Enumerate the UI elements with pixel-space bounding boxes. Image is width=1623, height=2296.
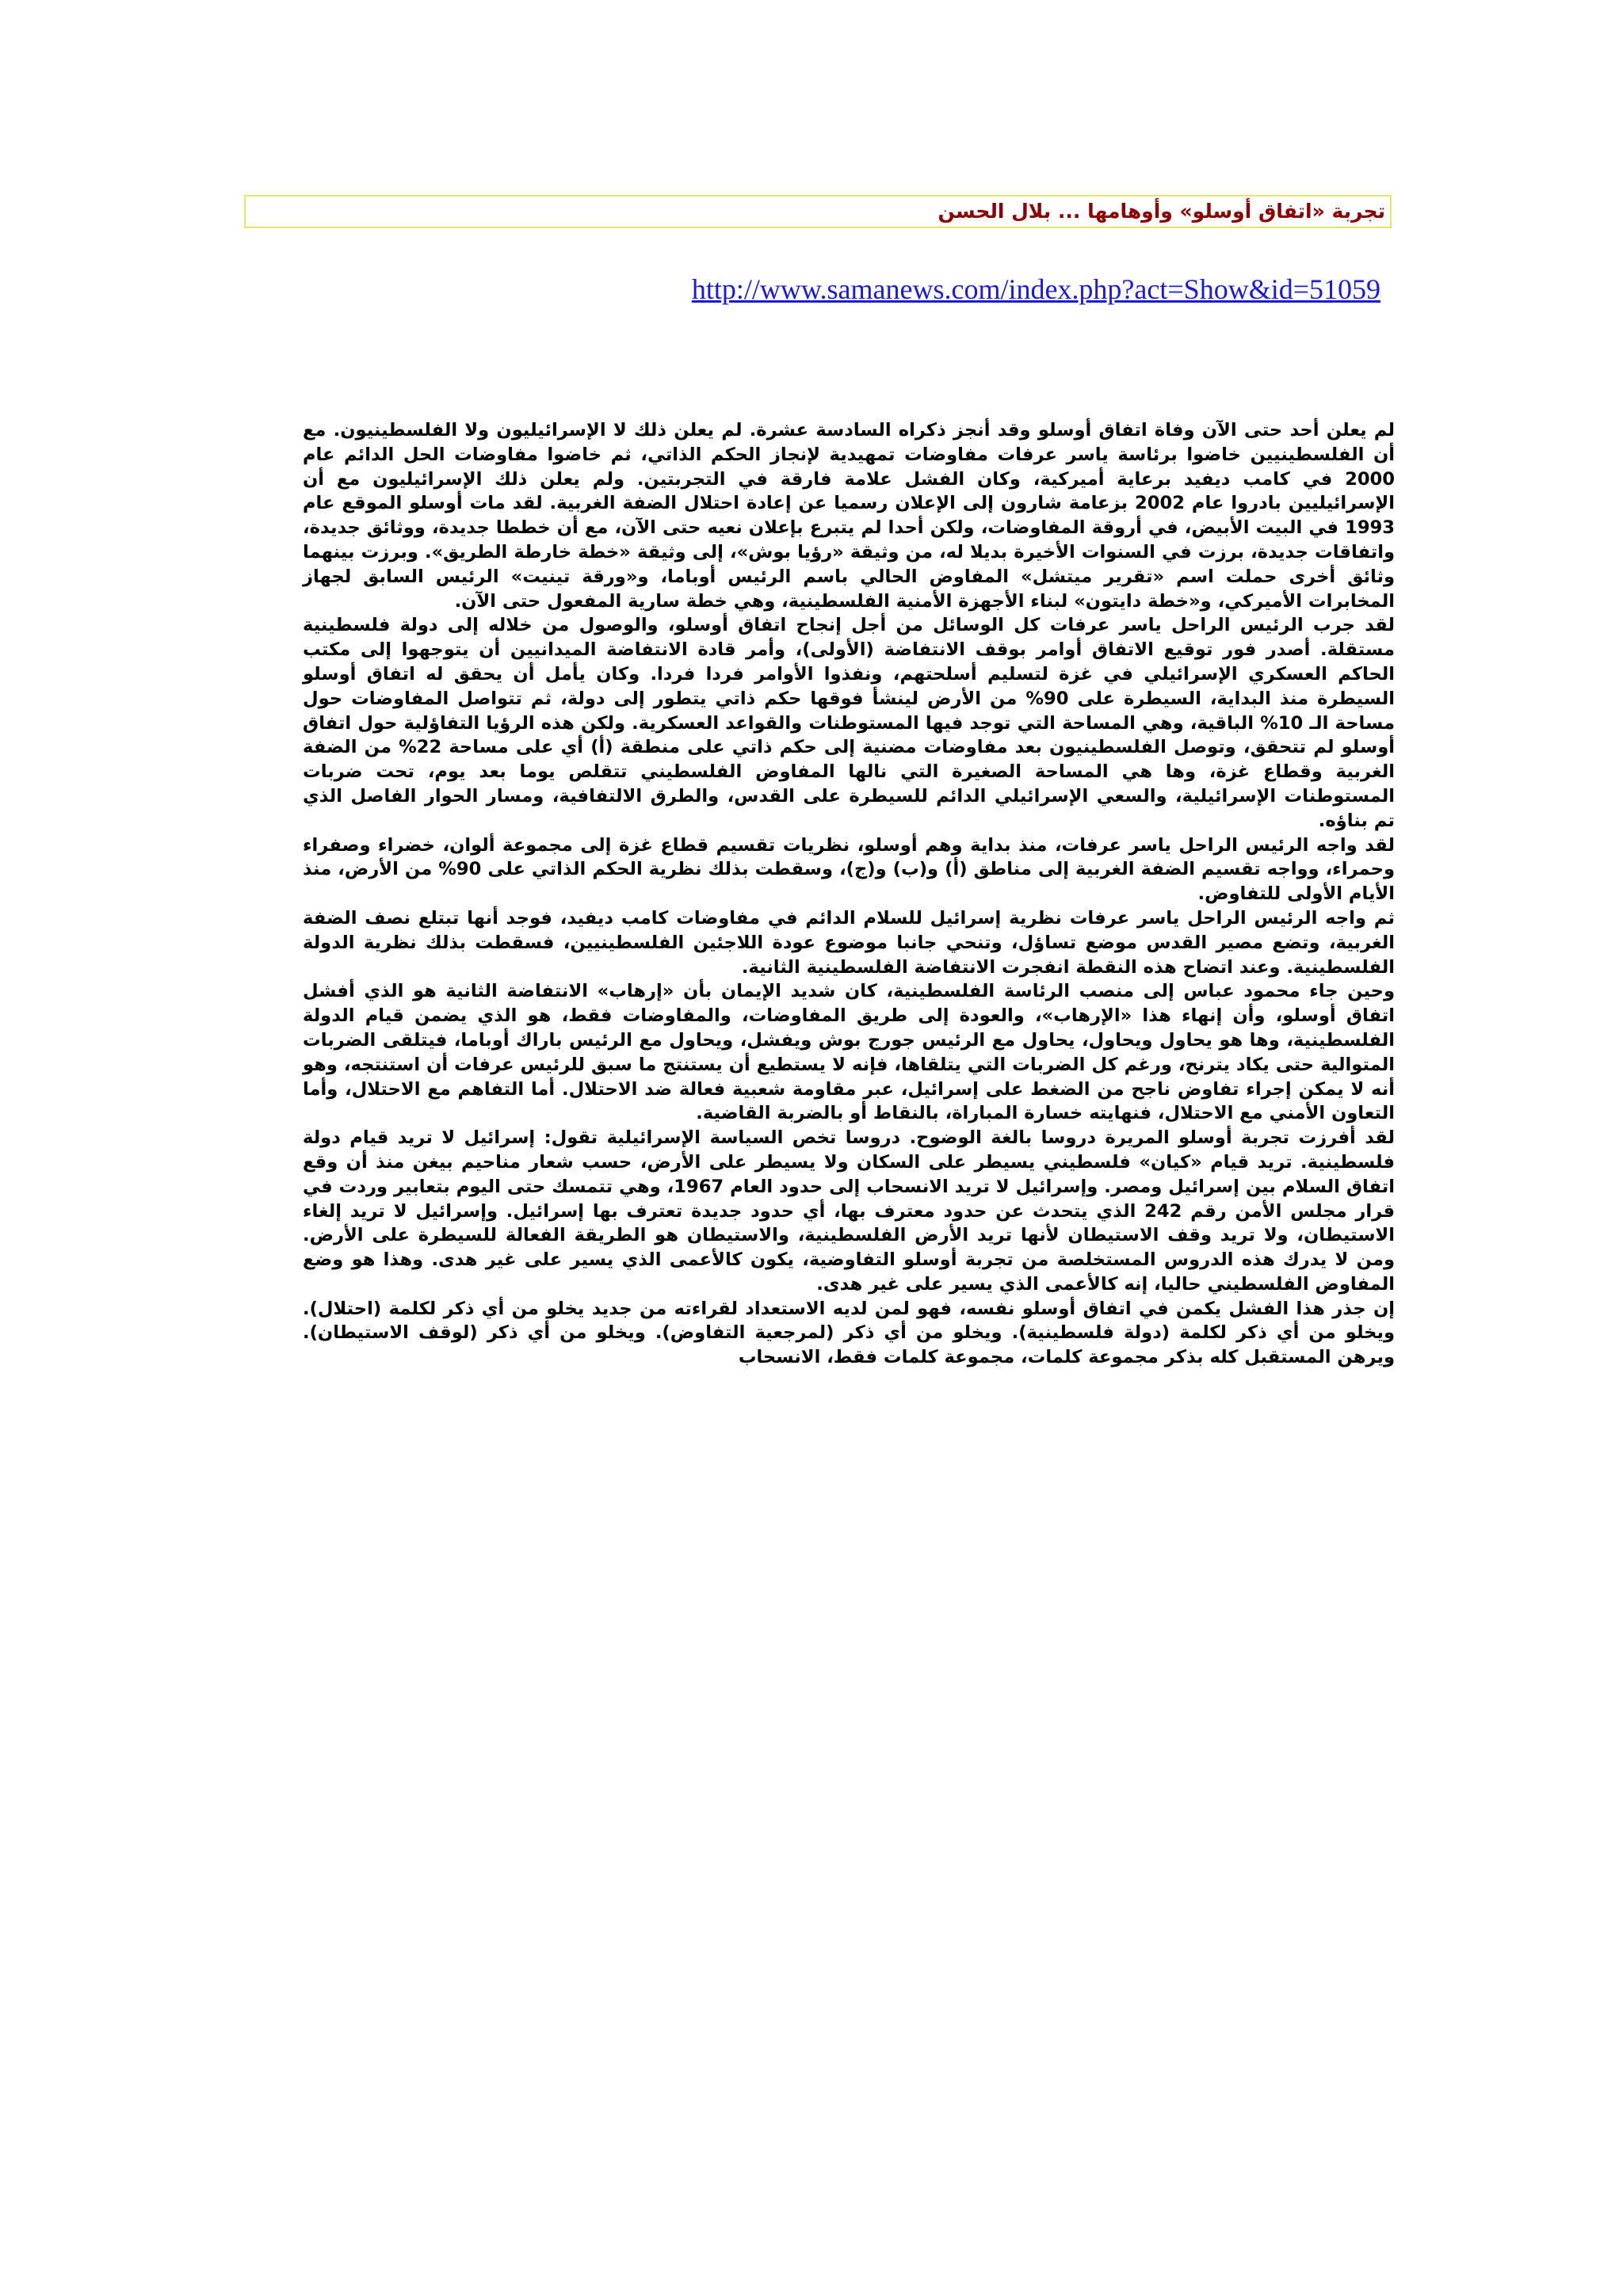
body-paragraph: وحين جاء محمود عباس إلى منصب الرئاسة الفلسطينية، كان شديد الإيمان بأن «إرهاب» الانتفاضة الثانية هو الذي أفشل اتفاق أوسلو، وأن إنهاء هذا «الإرهاب»، والعودة إلى طريق المفاوضات، والمفاوضات فقط، هو الذي يضمن قيام الدولة الفلسطينية، وها هو يحاول ويحاول، يحاول مع الرئيس جورج بوش ويفشل، ويحاول مع الرئيس باراك أوباما، فيتلقى الضربات المتوالية حتى يكاد يترنح، ورغم كل الضربات التي يتلقاها، فإنه لا يستطيع أن يستنتج ما سبق للرئيس عرفات أن استنتجه، وهو أنه لا يمكن إجراء تفاوض ناجح من الضغط على إسرائيل، عبر مقاومة شعبية فعالة ضد الاحتلال. أما التفاهم مع الاحتلال، وأما التعاون الأمني مع الاحتلال، فنهايته خسارة المباراة، بالنقاط أو بالضربة القاضية. xyxy=(303,981,1395,1124)
body-paragraph: إن جذر هذا الفشل يكمن في اتفاق أوسلو نفسه، فهو لمن لديه الاستعداد لقراءته من جديد يخلو من أي ذكر لكلمة (احتلال). ويخلو من أي ذكر لكلمة (دولة فلسطينية). ويخلو من أي ذكر (لمرجعية التفاوض). ويخلو من أي ذكر (لوقف الاستيطان). ويرهن المستقبل كله بذكر مجموعة كلمات، مجموعة كلمات فقط، الانسحاب xyxy=(303,1298,1395,1368)
body-paragraph: لقد أفرزت تجربة أوسلو المريرة دروسا بالغة الوضوح. دروسا تخص السياسة الإسرائيلية تقول: إسرائيل لا تريد قيام دولة فلسطينية. تريد قيام «كيان» فلسطيني يسيطر على السكان ولا يسيطر على الأرض، حسب شعار مناحيم بيغن منذ أن وقع اتفاق السلام بين إسرائيل ومصر. وإسرائيل لا تريد الانسحاب إلى حدود العام 1967، وهي تتمسك حتى اليوم بتعابير وردت في قرار مجلس الأمن رقم 242 الذي يتحدث عن حدود معترف بها، أي حدود جديدة تعترف بها إسرائيل. وإسرائيل لا تريد إلغاء الاستيطان، ولا تريد وقف الاستيطان لأنها تريد الأرض الفلسطينية، والاستيطان هو الطريقة الفعالة للسيطرة على الأرض. ومن لا يدرك هذه الدروس المستخلصة من تجربة أوسلو التفاوضية، يكون كالأعمى الذي يسير على غير هدى. وهذا هو وضع المفاوض الفلسطيني حاليا، إنه كالأعمى الذي يسير على غير هدى. xyxy=(303,1127,1396,1295)
body-paragraph: لقد واجه الرئيس الراحل ياسر عرفات، منذ بداية وهم أوسلو، نظريات تقسيم قطاع غزة إلى مجموعة ألوان، خضراء وصفراء وحمراء، وواجه تقسيم الضفة الغربية إلى مناطق (أ) و(ب) و(ج)، وسقطت بذلك نظرية الحكم الذاتي على 90% من الأرض، منذ الأيام الأولى للتفاوض. xyxy=(303,834,1395,905)
body-paragraph: لم يعلن أحد حتى الآن وفاة اتفاق أوسلو وقد أنجز ذكراه السادسة عشرة. لم يعلن ذلك لا الإسرائيليون ولا الفلسطينيون. مع أن الفلسطينيين خاضوا برئاسة ياسر عرفات مفاوضات تمهيدية لإنجاز الحكم الذاتي، ثم خاضوا مفاوضات الحل الدائم عام 2000 في كامب ديفيد برعاية أميركية، وكان الفشل علامة فارقة في التجربتين. ولم يعلن ذلك الإسرائيليون مع أن الإسرائيليين بادروا عام 2002 بزعامة شارون إلى الإعلان رسميا عن إعادة احتلال الضفة الغربية. لقد مات أوسلو الموقع عام 1993 في البيت الأبيض، في أروقة المفاوضات، ولكن أحدا لم يتبرع بإعلان نعيه حتى الآن، مع أن خططا جديدة، ووثائق جديدة، واتفاقات جديدة، برزت في السنوات الأخيرة بديلا له، من وثيقة «رؤيا بوش»، إلى وثيقة «خطة خارطة الطريق». وبرزت بينهما وثائق أخرى حملت اسم «تقرير ميتشل» المفاوض الحالي باسم الرئيس أوباما، و«ورقة تينيت» الرئيس السابق لجهاز المخابرات الأميركي، و«خطة دايتون» لبناء الأجهزة الأمنية الفلسطينية، وهي خطة سارية المفعول حتى الآن. xyxy=(303,420,1396,612)
article-title: تجربة «اتفاق أوسلو» وأوهامها ... بلال الحسن xyxy=(938,200,1385,223)
article-body xyxy=(303,418,1395,1370)
body-paragraph: لقد جرب الرئيس الراحل ياسر عرفات كل الوسائل من أجل إنجاح اتفاق أوسلو، والوصول من خلاله إلى دولة فلسطينية مستقلة. أصدر فور توقيع الاتفاق أوامر بوقف الانتفاضة (الأولى)، وأمر قادة الانتفاضة الميدانيين أن يتوجهوا إلى مكتب الحاكم العسكري الإسرائيلي في غزة لتسليم أسلحتهم، ونفذوا الأوامر فردا فردا. وكان يأمل أن يحقق له اتفاق أوسلو السيطرة منذ البداية، السيطرة على 90% من الأرض لينشأ فوقها حكم ذاتي يتطور إلى دولة، ثم تتواصل المفاوضات حول مساحة الـ 10% الباقية، وهي المساحة التي توجد فيها المستوطنات والقواعد العسكرية. ولكن هذه الرؤيا التفاؤلية حول اتفاق أوسلو لم تتحقق، وتوصل الفلسطينيون بعد مفاوضات مضنية إلى حكم ذاتي على منطقة (أ) أي على مساحة 22% من الضفة الغربية وقطاع غزة، وها هي المساحة الصغيرة التي نالها المفاوض الفلسطيني تتقلص يوما بعد يوم، تحت ضربات المستوطنات الإسرائيلية، والسعي الإسرائيلي الدائم للسيطرة على القدس، والطرق الالتفافية، ومسار الحوار الفاصل الذي تم بناؤه. xyxy=(303,615,1396,831)
article-title-box xyxy=(244,195,1392,228)
source-url-link[interactable]: http://www.samanews.com/index.php?act=Show&id=51059 xyxy=(691,273,1381,305)
body-paragraph: ثم واجه الرئيس الراحل ياسر عرفات نظرية إسرائيل للسلام الدائم في مفاوضات كامب ديفيد، فوجد أنها تبتلع نصف الضفة الغربية، وتضع مصير القدس موضع تساؤل، وتنحي جانبا موضوع عودة اللاجئين الفلسطينيين، فسقطت بذلك نظرية الدولة الفلسطينية. وعند اتضاح هذه النقطة انفجرت الانتفاضة الفلسطينية الثانية. xyxy=(303,907,1395,978)
